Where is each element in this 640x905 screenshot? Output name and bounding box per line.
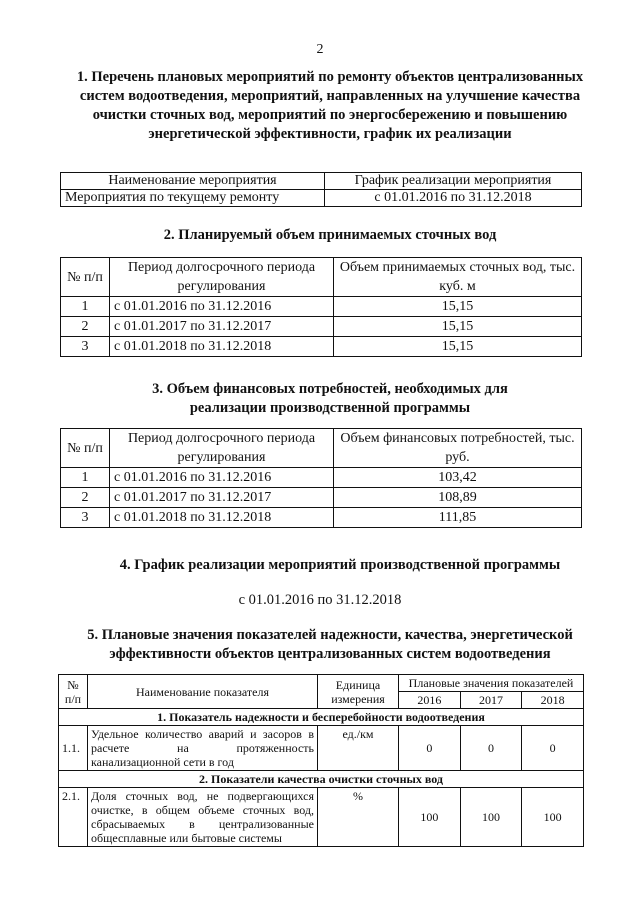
table-cell: 15,15 bbox=[334, 337, 582, 357]
table-cell: 1.1. bbox=[59, 726, 88, 771]
table-header-row bbox=[61, 429, 582, 468]
table-cell: 0 bbox=[522, 726, 584, 771]
header-cell: Плановые значения показателей bbox=[399, 675, 584, 692]
table-cell: 3 bbox=[61, 337, 110, 357]
table-cell: 2 bbox=[61, 488, 110, 508]
table-cell: с 01.01.2018 по 31.12.2018 bbox=[110, 508, 334, 528]
header-cell: Объем принимаемых сточных вод, тыс. куб. м bbox=[334, 258, 582, 297]
section-3-title: 3. Объем финансовых потребностей, необходимых для реализации производственной программы bbox=[152, 381, 508, 416]
table-cell: 0 bbox=[460, 726, 522, 771]
header-cell: Наименование показателя bbox=[88, 675, 318, 709]
table-row bbox=[61, 317, 582, 337]
header-cell: № п/п bbox=[61, 258, 110, 297]
table-cell: 100 bbox=[399, 788, 461, 847]
wastewater-volume-table bbox=[60, 257, 582, 357]
table-row bbox=[61, 508, 582, 528]
table-cell: с 01.01.2017 по 31.12.2017 bbox=[110, 317, 334, 337]
header-cell: Объем финансовых потребностей, тыс. руб. bbox=[334, 429, 582, 468]
table-header-row bbox=[59, 675, 584, 692]
table-cell: с 01.01.2018 по 31.12.2018 bbox=[110, 337, 334, 357]
table-cell: 2.1. bbox=[59, 788, 88, 847]
table-cell: 1 bbox=[61, 468, 110, 488]
section-heading: 2. Показатели качества очистки сточных вод bbox=[59, 771, 584, 788]
table-cell: 3 bbox=[61, 508, 110, 528]
table-cell: 0 bbox=[399, 726, 461, 771]
table-row bbox=[59, 788, 584, 847]
table-cell: 108,89 bbox=[334, 488, 582, 508]
table-header-row bbox=[61, 258, 582, 297]
table-cell: 15,15 bbox=[334, 297, 582, 317]
section-4-title: 4. График реализации мероприятий производственной программы bbox=[119, 557, 561, 573]
table-cell: 15,15 bbox=[334, 317, 582, 337]
page-number: 2 bbox=[316, 42, 324, 57]
financial-needs-table bbox=[60, 428, 582, 528]
table-cell: с 01.01.2016 по 31.12.2018 bbox=[325, 190, 582, 207]
table-cell: 2 bbox=[61, 317, 110, 337]
header-cell: Единица измерения bbox=[318, 675, 399, 709]
section-5-title: 5. Плановые значения показателей надежности, качества, энергетической эффективности объектов централизованных систем водоотведения bbox=[87, 627, 573, 662]
header-cell: № п/п bbox=[59, 675, 88, 709]
table-cell: Удельное количество аварий и засоров в расчете на протяженность канализационной сети в год bbox=[88, 726, 318, 771]
table-row bbox=[61, 297, 582, 317]
table-cell: ед./км bbox=[318, 726, 399, 771]
section-heading: 1. Показатель надежности и бесперебойности водоотведения bbox=[59, 709, 584, 726]
table-row bbox=[61, 488, 582, 508]
table-cell: % bbox=[318, 788, 399, 847]
header-cell: Период долгосрочного периода регулирования bbox=[110, 429, 334, 468]
table-cell: 111,85 bbox=[334, 508, 582, 528]
section-row bbox=[59, 709, 584, 726]
activities-table bbox=[60, 172, 582, 207]
table-cell: 1 bbox=[61, 297, 110, 317]
header-cell: График реализации мероприятия bbox=[325, 173, 582, 190]
table-cell: Мероприятия по текущему ремонту bbox=[61, 190, 325, 207]
table-cell: Доля сточных вод, не подвергающихся очистке, в общем объеме сточных вод, сбрасываемых в централизованные общесплавные или бытовые системы bbox=[88, 788, 318, 847]
year-header: 2016 bbox=[399, 692, 461, 709]
table-row bbox=[59, 726, 584, 771]
table-cell: 100 bbox=[460, 788, 522, 847]
section-2-title: 2. Планируемый объем принимаемых сточных вод bbox=[163, 227, 497, 243]
table-cell: 103,42 bbox=[334, 468, 582, 488]
header-cell: Наименование мероприятия bbox=[61, 173, 325, 190]
table-cell: с 01.01.2016 по 31.12.2016 bbox=[110, 468, 334, 488]
section-row bbox=[59, 771, 584, 788]
table-header-row bbox=[61, 173, 582, 190]
year-header: 2017 bbox=[460, 692, 522, 709]
header-cell: № п/п bbox=[61, 429, 110, 468]
section-4-period: с 01.01.2016 по 31.12.2018 bbox=[238, 592, 402, 608]
header-cell: Период долгосрочного периода регулирования bbox=[110, 258, 334, 297]
year-header: 2018 bbox=[522, 692, 584, 709]
section-1-title: 1. Перечень плановых мероприятий по ремонту объектов централизованных систем водоотведения, мероприятий, направленных на улучшение качества очистки сточных вод, мероприятий по энергосбережению и повышению энергетической эффективности, график их реализации bbox=[76, 69, 584, 142]
table-row bbox=[61, 190, 582, 207]
table-cell: 100 bbox=[522, 788, 584, 847]
table-cell: с 01.01.2016 по 31.12.2016 bbox=[110, 297, 334, 317]
table-row bbox=[61, 337, 582, 357]
indicators-table bbox=[58, 674, 584, 847]
table-cell: с 01.01.2017 по 31.12.2017 bbox=[110, 488, 334, 508]
table-row bbox=[61, 468, 582, 488]
